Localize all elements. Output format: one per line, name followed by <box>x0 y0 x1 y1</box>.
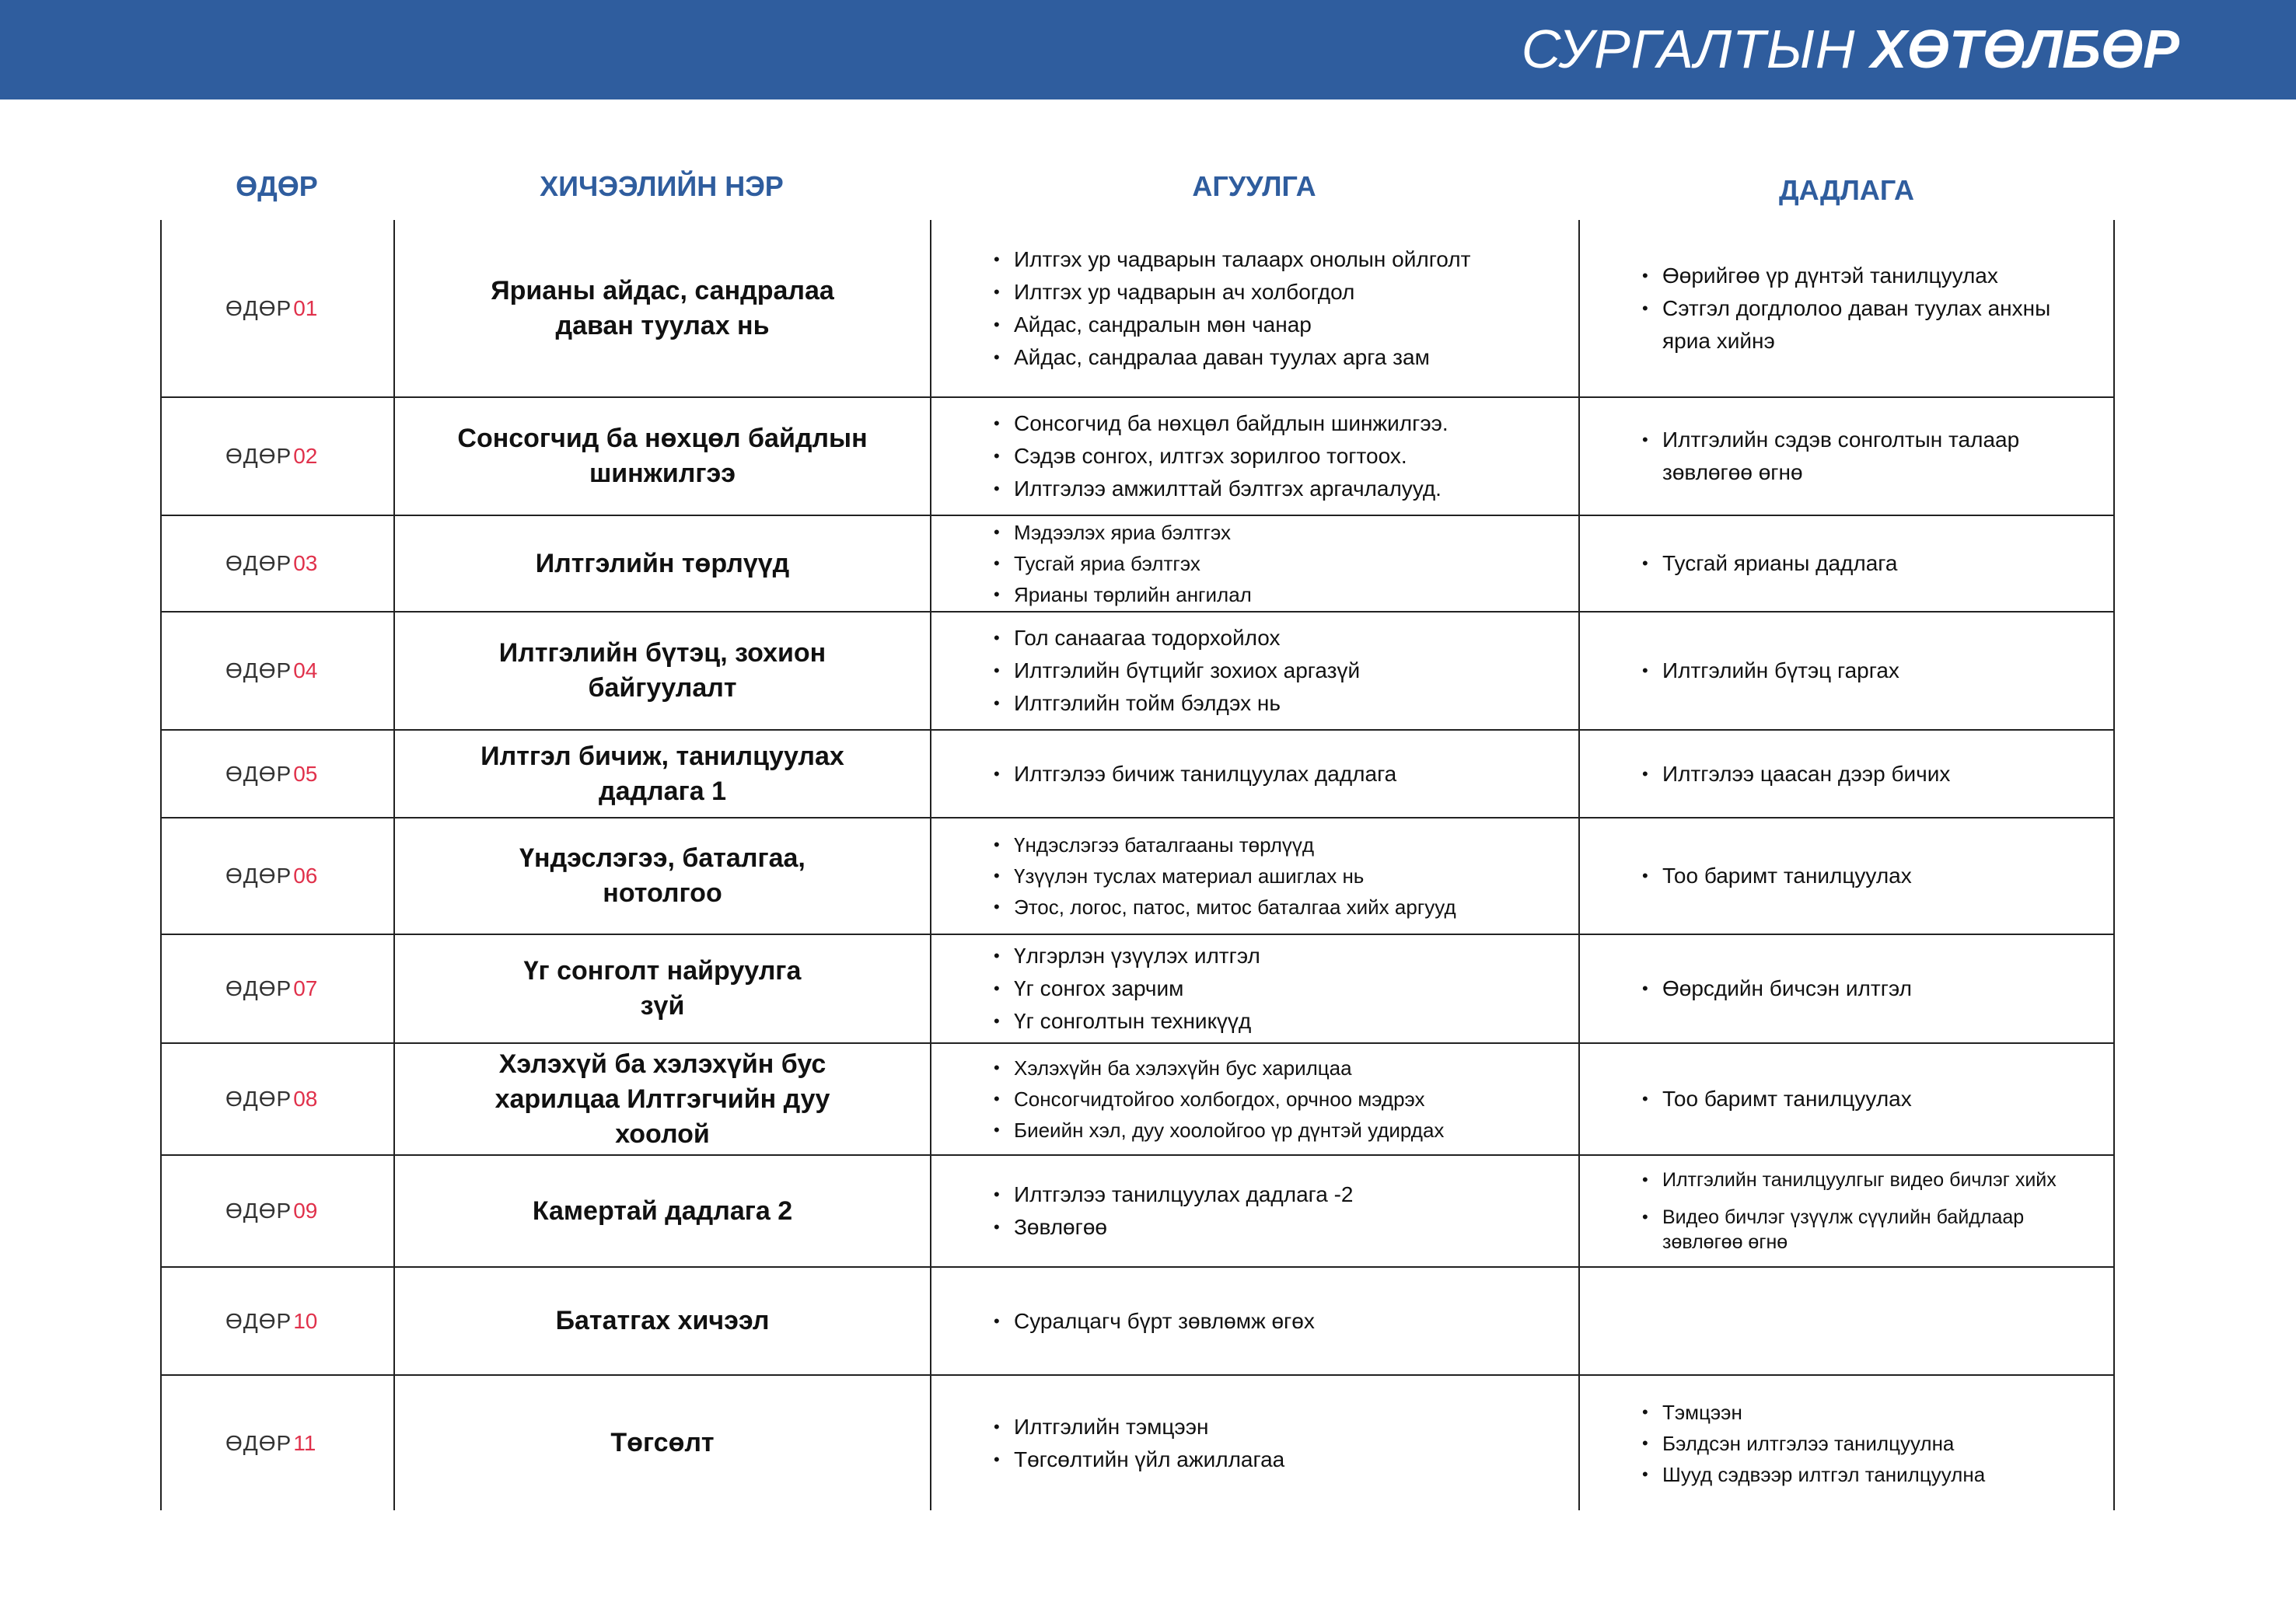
content-cell <box>930 818 1578 934</box>
lesson-name <box>457 421 867 491</box>
day-label: ӨДӨР <box>225 864 292 888</box>
content-item: • Илтгэлийн тойм бэлдэх нь <box>994 687 1563 720</box>
lesson-name-cell <box>393 613 930 729</box>
day-label: ӨДӨР <box>225 1199 292 1223</box>
content-item: • Сонсогчидтойгоо холбогдох, орчноо мэдрэх <box>994 1084 1563 1115</box>
content-item: • Тусгай яриа бэлтгэх <box>994 548 1563 579</box>
practice-cell <box>1578 398 2115 515</box>
content-item: • Айдас, сандралын мөн чанар <box>994 309 1563 341</box>
practice-item: • Бэлдсэн илтгэлээ танилцуулна <box>1642 1428 2098 1459</box>
lesson-name-line: Үндэслэгээ, баталгаа, <box>519 843 806 873</box>
content-cell <box>930 613 1578 729</box>
column-header-practice: ДАДЛАГА <box>1778 174 1915 206</box>
day-label: ӨДӨР <box>225 976 292 1000</box>
practice-item: • Тоо баримт танилцуулах <box>1642 1083 2098 1115</box>
table-row <box>160 731 2115 818</box>
lesson-name-line: зүй <box>640 991 685 1021</box>
day-label: ӨДӨР <box>225 1430 292 1455</box>
lesson-name-cell <box>393 398 930 515</box>
content-item: • Ярианы төрлийн ангилал <box>994 579 1563 610</box>
day-cell <box>160 1044 393 1154</box>
content-item: • Илтгэлийн тэмцээн <box>994 1411 1563 1443</box>
lesson-name-line: Хэлэхүй ба хэлэхүйн бус <box>498 1049 826 1079</box>
lesson-name <box>481 739 844 809</box>
content-item: • Зөвлөгөө <box>994 1211 1563 1244</box>
lesson-name <box>536 546 790 581</box>
day-cell <box>160 1268 393 1374</box>
lesson-name-line: Үг сонголт найруулга <box>523 956 802 986</box>
day-number: 04 <box>293 658 318 682</box>
practice-item: • Илтгэлийн сэдэв сонголтын талаар зөвлөгөө өгнө <box>1642 424 2098 489</box>
content-item: • Үг сонголтын техникүүд <box>994 1005 1563 1038</box>
lesson-name-cell <box>393 1268 930 1374</box>
content-item: • Илтгэлээ танилцуулах дадлага -2 <box>994 1178 1563 1211</box>
table-row <box>160 516 2115 613</box>
lesson-name-cell <box>393 935 930 1042</box>
day-number: 11 <box>293 1430 316 1455</box>
table-row <box>160 935 2115 1044</box>
day-cell <box>160 1376 393 1510</box>
practice-cell <box>1578 935 2115 1042</box>
lesson-name-line: Сонсогчид ба нөхцөл байдлын <box>457 424 868 453</box>
practice-cell <box>1578 613 2115 729</box>
content-item: • Сонсогчид ба нөхцөл байдлын шинжилгээ. <box>994 407 1563 440</box>
day-label: ӨДӨР <box>225 444 292 468</box>
practice-cell <box>1578 1044 2115 1154</box>
content-cell <box>930 1156 1578 1266</box>
lesson-name-cell <box>393 731 930 817</box>
lesson-name-cell <box>393 1376 930 1510</box>
practice-item: • Илтгэлийн танилцуулгыг видео бичлэг хийх <box>1642 1167 2098 1192</box>
practice-cell <box>1578 220 2115 396</box>
day-number: 03 <box>293 551 318 575</box>
content-cell <box>930 220 1578 396</box>
content-cell <box>930 516 1578 611</box>
title-light: СУРГАЛТЫН <box>1521 19 1856 79</box>
lesson-name-line: Илтгэлийн бүтэц, зохион <box>498 638 826 668</box>
table-row <box>160 1156 2115 1268</box>
practice-cell <box>1578 516 2115 611</box>
practice-cell <box>1578 818 2115 934</box>
day-label: ӨДӨР <box>225 1087 292 1111</box>
practice-item: • Шууд сэдвээр илтгэл танилцуулна <box>1642 1459 2098 1490</box>
content-item: • Сэдэв сонгох, илтгэх зорилгоо тогтоох. <box>994 440 1563 473</box>
table-row <box>160 220 2115 398</box>
lesson-name-cell <box>393 818 930 934</box>
page-title <box>1522 14 2179 84</box>
practice-item: • Видео бичлэг үзүүлж сүүлийн байдлаар зөвлөгөө өгнө <box>1642 1205 2098 1255</box>
day-label: ӨДӨР <box>225 761 292 786</box>
column-header-name: ХИЧЭЭЛИЙН НЭР <box>540 170 784 202</box>
lesson-name <box>495 1047 830 1152</box>
content-cell <box>930 398 1578 515</box>
day-number: 01 <box>293 295 318 320</box>
practice-item: • Тоо баримт танилцуулах <box>1642 860 2098 892</box>
practice-item: • Илтгэлээ цаасан дээр бичих <box>1642 758 2098 791</box>
table-row <box>160 818 2115 935</box>
content-item: • Үзүүлэн туслах материал ашиглах нь <box>994 860 1563 892</box>
content-item: • Төгсөлтийн үйл ажиллагаа <box>994 1443 1563 1476</box>
day-number: 05 <box>293 761 318 786</box>
lesson-name <box>519 841 806 911</box>
table-row <box>160 613 2115 731</box>
header-banner <box>0 0 2296 99</box>
day-number: 09 <box>293 1199 318 1223</box>
content-item: • Үг сонгох зарчим <box>994 972 1563 1005</box>
lesson-name-line: нотолгоо <box>603 878 722 908</box>
content-item: • Мэдээлэх яриа бэлтгэх <box>994 517 1563 548</box>
content-cell <box>930 1376 1578 1510</box>
lesson-name-line: Илтгэл бичиж, танилцуулах <box>481 741 844 771</box>
lesson-name-line: Төгсөлт <box>610 1428 715 1457</box>
day-number: 02 <box>293 444 318 468</box>
day-cell <box>160 1156 393 1266</box>
content-item: • Этос, логос, патос, митос баталгаа хийх аргууд <box>994 892 1563 923</box>
practice-cell <box>1578 1268 2115 1374</box>
day-number: 07 <box>293 976 318 1000</box>
content-cell <box>930 935 1578 1042</box>
lesson-name <box>491 274 834 344</box>
lesson-name-cell <box>393 516 930 611</box>
day-cell <box>160 731 393 817</box>
day-cell <box>160 516 393 611</box>
column-header-content: АГУУЛГА <box>1192 170 1316 202</box>
day-label: ӨДӨР <box>225 551 292 575</box>
table-row <box>160 1376 2115 1510</box>
lesson-name-line: шинжилгээ <box>589 459 736 488</box>
day-label: ӨДӨР <box>225 658 292 682</box>
practice-cell <box>1578 1156 2115 1266</box>
practice-cell <box>1578 1376 2115 1510</box>
lesson-name-line: даван туулах нь <box>555 310 770 340</box>
content-item: • Үндэслэгээ баталгааны төрлүүд <box>994 829 1563 860</box>
day-label: ӨДӨР <box>225 1308 292 1333</box>
lesson-name <box>610 1426 714 1461</box>
lesson-name-line: Камертай дадлага 2 <box>532 1195 793 1226</box>
lesson-name-cell <box>393 220 930 396</box>
day-cell <box>160 818 393 934</box>
lesson-name-line: Бататгах хичээл <box>555 1306 770 1335</box>
lesson-name-line: Ярианы айдас, сандралаа <box>491 275 834 305</box>
practice-item: • Өөрийгөө үр дүнтэй танилцуулах <box>1642 260 2098 292</box>
day-cell <box>160 613 393 729</box>
practice-cell <box>1578 731 2115 817</box>
content-item: • Илтгэх ур чадварын талаарх онолын ойлголт <box>994 243 1563 276</box>
lesson-name-line: Илтгэлийн төрлүүд <box>535 548 790 578</box>
day-number: 08 <box>293 1087 318 1111</box>
table-row <box>160 398 2115 516</box>
lesson-name <box>499 636 826 706</box>
lesson-name <box>556 1304 770 1339</box>
content-cell <box>930 1268 1578 1374</box>
lesson-name-cell <box>393 1044 930 1154</box>
content-cell <box>930 1044 1578 1154</box>
lesson-name <box>524 954 802 1024</box>
practice-item: • Тусгай ярианы дадлага <box>1642 547 2098 580</box>
content-item: • Илтгэлээ бичиж танилцуулах дадлага <box>994 758 1563 791</box>
practice-item: • Илтгэлийн бүтэц гаргах <box>1642 654 2098 687</box>
content-item: • Үлгэрлэн үзүүлэх илтгэл <box>994 940 1563 972</box>
day-number: 10 <box>293 1308 318 1333</box>
day-cell <box>160 935 393 1042</box>
title-bold: ХӨТӨЛБӨР <box>1870 19 2179 79</box>
content-item: • Илтгэх ур чадварын ач холбогдол <box>994 276 1563 309</box>
content-item: • Биеийн хэл, дуу хоолойгоо үр дүнтэй удирдах <box>994 1115 1563 1146</box>
day-cell <box>160 220 393 396</box>
practice-item: • Сэтгэл догдлолоо даван туулах анхны яриа хийнэ <box>1642 292 2098 358</box>
content-item: • Илтгэлийн бүтцийг зохиох аргазүй <box>994 654 1563 687</box>
content-item: • Айдас, сандралаа даван туулах арга зам <box>994 341 1563 374</box>
lesson-name-line: харилцаа Илтгэгчийн дуу <box>494 1084 830 1114</box>
table-row <box>160 1044 2115 1156</box>
practice-item: • Тэмцээн <box>1642 1397 2098 1428</box>
schedule-table <box>160 220 2115 1510</box>
content-item: • Суралцагч бүрт зөвлөмж өгөх <box>994 1305 1563 1338</box>
table-row <box>160 1268 2115 1376</box>
lesson-name-line: хоолой <box>615 1119 710 1149</box>
column-header-day: ӨДӨР <box>236 170 318 202</box>
content-item: • Гол санаагаа тодорхойлох <box>994 622 1563 654</box>
content-item: • Илтгэлээ амжилттай бэлтгэх аргачлалууд. <box>994 473 1563 505</box>
content-cell <box>930 731 1578 817</box>
day-cell <box>160 398 393 515</box>
practice-item: • Өөрсдийн бичсэн илтгэл <box>1642 972 2098 1005</box>
day-number: 06 <box>293 864 318 888</box>
day-label: ӨДӨР <box>225 295 292 320</box>
lesson-name-line: байгуулалт <box>588 673 737 703</box>
content-item: • Хэлэхүйн ба хэлэхүйн бус харилцаа <box>994 1052 1563 1084</box>
lesson-name-cell <box>393 1156 930 1266</box>
lesson-name-line: дадлага 1 <box>598 776 726 806</box>
lesson-name <box>533 1194 792 1229</box>
